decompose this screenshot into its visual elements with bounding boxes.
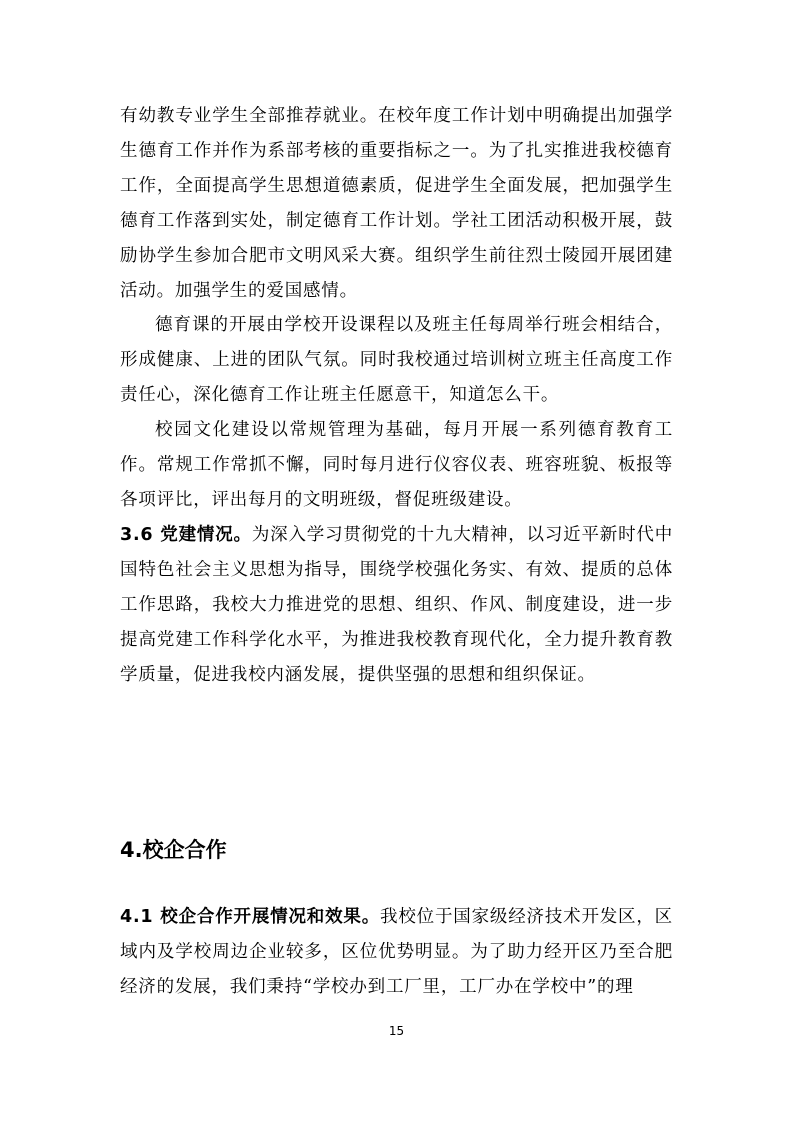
school-enterprise-text: 我校位于国家级经济技术开发区，区域内及学校周边企业较多，区位优势明显。为了助力经开区乃至合肥经济的发展，我们秉持“学校办到工厂里，工厂办在学校中”的理: [120, 907, 673, 997]
party-building-text: 为深入学习贯彻党的十九大精神，以习近平新时代中国特色社会主义思想为指导，围绕学校强化务实、有效、提质的总体工作思路，我校大力推进党的思想、组织、作风、制度建设，进一步提高党建工作科学化水平，为推进我校教育现代化，全力提升教育教学质量，促进我校内涵发展，提供坚强的思想和组织保证。: [120, 524, 673, 685]
body-text-bottom: [120, 900, 673, 1005]
page-number: 15: [388, 1024, 405, 1038]
paragraph-1: 有幼教专业学生全部推荐就业。在校年度工作计划中明确提出加强学生德育工作并作为系部考核的重要指标之一。为了扎实推进我校德育工作，全面提高学生思想道德素质，促进学生全面发展，把加强学生德育工作落到实处，制定德育工作计划。学社工团活动积极开展，鼓励协学生参加合肥市文明风采大赛。组织学生前往烈士陵园开展团建活动。加强学生的爱国感情。: [120, 106, 673, 301]
paragraph-3: 校园文化建设以常规管理为基础，每月开展一系列德育教育工作。常规工作常抓不懈，同时每月进行仪容仪表、班容班貌、板报等各项评比，评出每月的文明班级，督促班级建设。: [120, 420, 673, 510]
party-building-label: 3.6 党建情况。: [120, 524, 252, 545]
section-heading: 4.校企合作: [120, 838, 227, 862]
body-text-top: [120, 99, 673, 692]
paragraph-2: 德育课的开展由学校开设课程以及班主任每周举行班会相结合，形成健康、上进的团队气氛。同时我校通过培训树立班主任高度工作责任心，深化德育工作让班主任愿意干，知道怎么干。: [120, 315, 673, 406]
school-enterprise-label: 4.1 校企合作开展情况和效果。: [120, 907, 381, 927]
paragraph-party-building: [120, 518, 673, 693]
paragraph-school-enterprise: [120, 900, 673, 1005]
